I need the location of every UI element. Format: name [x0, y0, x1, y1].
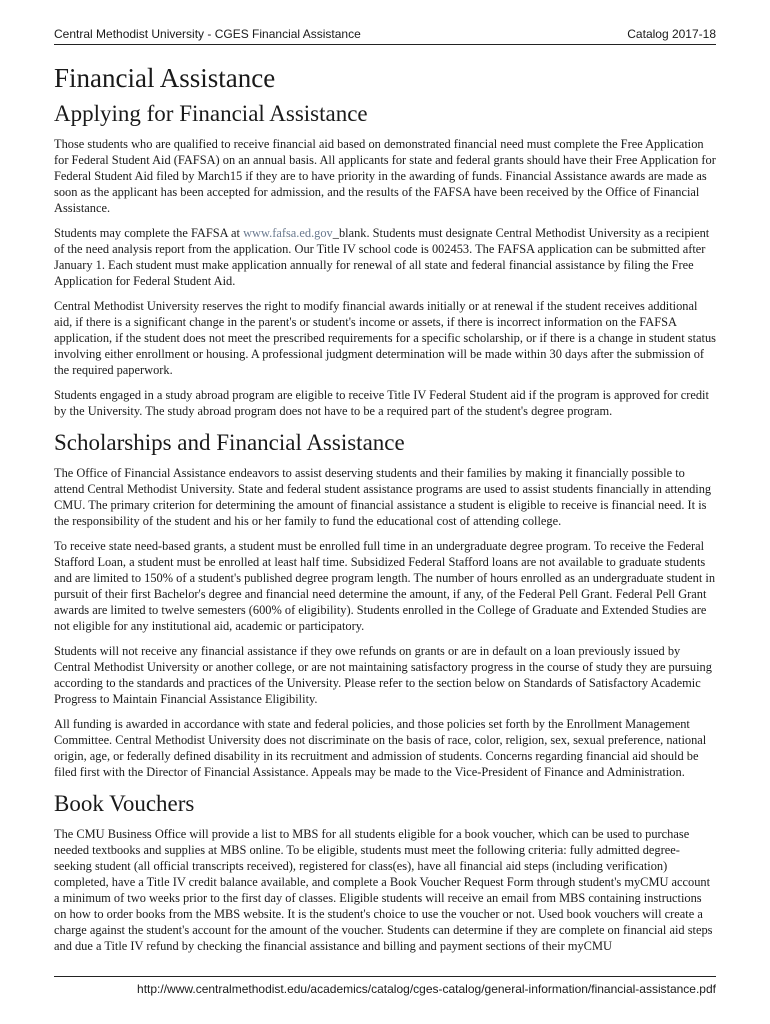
running-header: [54, 26, 716, 45]
footer-url: http://www.centralmethodist.edu/academics/catalog/cges-catalog/general-information/financial-assistance.pdf: [54, 976, 716, 997]
paragraph: The Office of Financial Assistance endeavors to assist deserving students and their families by making it financially possible to attend Central Methodist University. State and federal student assistance programs are used to assist students financially in attending CMU. The primary criterion for determining the amount of financial assistance a student is eligible to receive is financial need. It is the responsibility of the student and his or her family to fund the educational cost of attending college.: [54, 466, 712, 528]
page-title: Financial Assistance: [54, 63, 276, 93]
paragraph: Central Methodist University reserves the right to modify financial awards initially or at renewal if the student receives additional aid, if there is a significant change in the parent's or student's income or assets, if there is incorrect information on the FAFSA application, if the student does not meet the prescribed requirements for a specific scholarship, or if there is a change in student status involving either enrollment or housing. A professional judgment determination will be made within 30 days after the submission of the required paperwork.: [54, 299, 717, 377]
fafsa-link[interactable]: www.fafsa.ed.gov: [243, 226, 333, 240]
paragraph: Students will not receive any financial assistance if they owe refunds on grants or are in default on a loan previously issued by Central Methodist University or another college, or are not maintaining satisfactory progress in the course of study they are pursuing according to the standards and practices of the University. Please refer to the section below on Standards of Satisfactory Academic Progress to Maintain Financial Assistance Eligibility.: [54, 644, 712, 706]
header-title: Central Methodist University - CGES Financial Assistance: [54, 27, 361, 41]
header-catalog: Catalog 2017-18: [627, 27, 716, 41]
section-heading-vouchers: Book Vouchers: [54, 791, 195, 816]
paragraph: To receive state need-based grants, a student must be enrolled full time in an undergraduate degree program. To receive the Federal Stafford Loan, a student must be enrolled at least half time. Subsidized Federal Stafford loans are not available to graduate students and are limited to 150% of a student's published degree program length. The number of hours enrolled as an undergraduate student in pursuit of their first Bachelor's degree and financial need determine the amount, if any, of the Federal Pell Grant. Federal Pell Grant awards are limited to twelve semesters (600% of eligibility). Students enrolled in the College of Graduate and Extended Studies are not eligible for any institutional aid, academic or participatory.: [54, 539, 716, 633]
section-heading-applying: Applying for Financial Assistance: [54, 101, 368, 126]
paragraph: Students engaged in a study abroad program are eligible to receive Title IV Federal Student aid if the program is approved for credit by the University. The study abroad program does not have to be a required part of the student's degree program.: [54, 388, 709, 418]
paragraph: The CMU Business Office will provide a list to MBS for all students eligible for a book voucher, which can be used to purchase needed textbooks and supplies at MBS online. To be eligible, students must meet the following criteria: fully admitted degree-seeking student (all official transcripts received), registered for class(es), have all financial aid steps (including verification) completed, have a Title IV credit balance available, and complete a Book Voucher Request Form through student's myCMU account a minimum of two weeks prior to the first day of classes. Eligible students will receive an email from MBS containing instructions on how to order books from the MBS website. It is the student's choice to use the voucher or not. Used book vouchers will create a charge against the student's account for the amount of the voucher. Students can determine if they are complete on financial aid steps and due a Title IV refund by checking the financial assistance and billing and payment sections of their myCMU: [54, 827, 713, 953]
paragraph-text: _blank. Students must designate Central Methodist University as a recipient of the need analysis report from the application. Our Title IV school code is 002453. The FAFSA application can be submitted after January 1. Each student must make application annually for renewal of all state and federal financial assistance by filing the Free Application for Federal Student Aid.: [54, 226, 710, 288]
section-heading-scholarships: Scholarships and Financial Assistance: [54, 430, 405, 455]
page-content: [54, 60, 716, 963]
paragraph: All funding is awarded in accordance with state and federal policies, and those policies set forth by the Enrollment Management Committee. Central Methodist University does not discriminate on the basis of race, color, religion, sex, sexual preference, national origin, age, or federally defined disability in its recruitment and admission of students. Concerns regarding financial aid should be filed first with the Director of Financial Assistance. Appeals may be made to the Vice-President of Finance and Administration.: [54, 717, 707, 779]
paragraph: Those students who are qualified to receive financial aid based on demonstrated financial need must complete the Free Application for Federal Student Aid (FAFSA) on an annual basis. All applicants for state and federal grants should have their Free Application for Federal Student Aid filed by March15 if they are to have priority in the awarding of funds. Financial Assistance awards are made as soon as the applicant has been accepted for admission, and the results of the FAFSA have been received by the Office of Financial Assistance.: [54, 137, 716, 215]
paragraph: [54, 225, 716, 289]
paragraph-text: Students may complete the FAFSA at: [54, 226, 244, 240]
